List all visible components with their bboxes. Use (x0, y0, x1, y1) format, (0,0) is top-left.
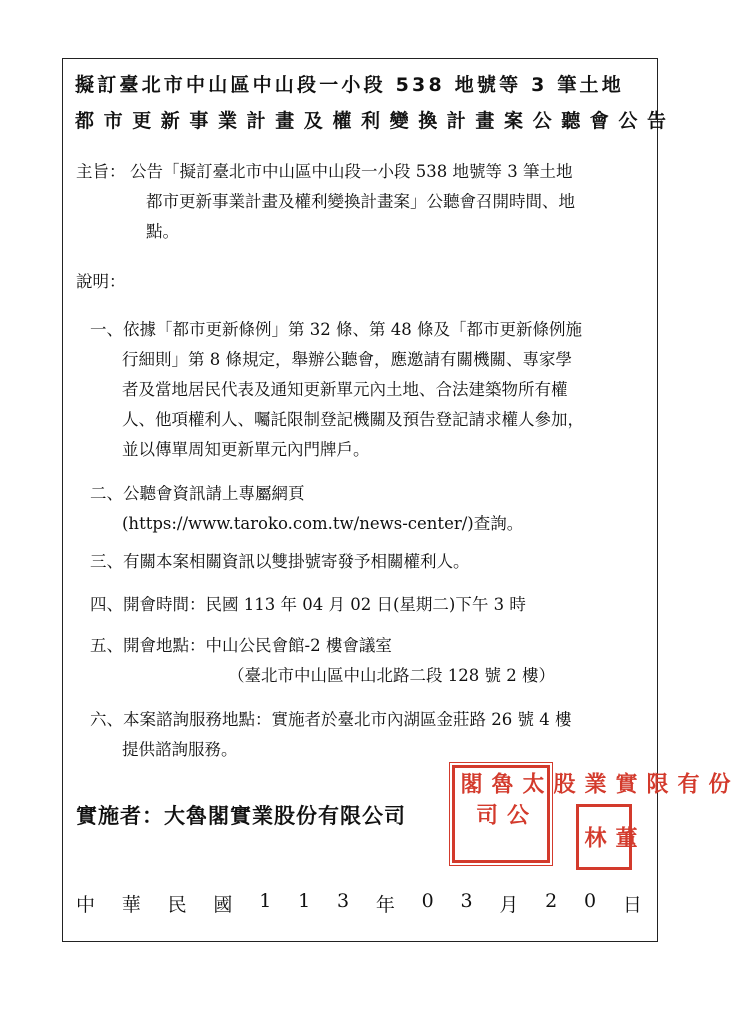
notice-title-line-2: 都市更新事業計畫及權利變換計畫案公聽會公告 (75, 110, 676, 132)
item-6-line: 提供諮詢服務。 (122, 740, 238, 759)
date-char: 2 (545, 890, 558, 912)
item-1-line: 並以傳單周知更新單元內門牌戶。 (122, 440, 370, 459)
subject-line: 都市更新事業計畫及權利變換計畫案」公聽會召開時間、地 (146, 192, 575, 211)
item-1-line: 人、他項權利人、囑託限制登記機關及預告登記請求權人參加， (122, 410, 584, 429)
date-char: 年 (375, 894, 395, 916)
seal-character: 林 (581, 826, 607, 848)
date-char: 華 (121, 894, 141, 916)
item-5-line: （臺北市中山區中山北路二段 128 號 2 樓） (228, 666, 555, 685)
explanation-label: 說明： (76, 272, 126, 291)
item-1-line: 者及當地居民代表及通知更新單元內土地、合法建築物所有權 (122, 380, 568, 399)
item-6-line: 六、本案諮詢服務地點：實施者於臺北市內湖區金莊路 26 號 4 樓 (90, 710, 572, 729)
representative-seal-stamp (576, 804, 638, 870)
subject-line: 公告「擬訂臺北市中山區中山段一小段 538 地號等 3 筆土地 (130, 162, 573, 181)
issue-date (76, 890, 642, 917)
item-3-line: 三、有關本案相關資訊以雙掛號寄發予相關權利人。 (90, 552, 470, 571)
date-char: 民 (167, 894, 187, 916)
item-2-line: 二、公聽會資訊請上專屬網頁 (90, 484, 305, 503)
seal-character: 太魯閣 (457, 772, 545, 795)
item-2-line: (https://www.taroko.com.tw/news-center/)查詢。 (122, 514, 524, 533)
date-char: 日 (622, 894, 642, 916)
seal-character: 公司 (472, 802, 530, 825)
item-1-line: 行細則」第 8 條規定，舉辦公聽會，應邀請有關機關、專家學 (122, 350, 572, 369)
implementer-name: 實施者：大魯閣實業股份有限公司 (76, 804, 406, 828)
date-char: 中 (76, 894, 96, 916)
date-char: 1 (259, 890, 272, 912)
seal-character: 份有限 (643, 772, 731, 795)
date-char: 3 (336, 890, 350, 912)
seal-character: 實業股 (550, 772, 638, 795)
company-seal-stamp (452, 765, 731, 863)
date-char: 3 (460, 890, 473, 912)
item-5-line: 五、開會地點：中山公民會館-2 樓會議室 (90, 636, 392, 655)
date-char: 0 (421, 890, 434, 912)
date-char: 0 (584, 890, 597, 912)
item-4-line: 四、開會時間：民國 113 年 04 月 02 日(星期二)下午 3 時 (90, 595, 526, 614)
date-char: 月 (499, 894, 519, 916)
date-char: 國 (213, 894, 233, 916)
subject-line: 點。 (146, 222, 179, 241)
subject-label: 主旨： (76, 162, 126, 181)
notice-title-line-1: 擬訂臺北市中山區中山段一小段 538 地號等 3 筆土地 (75, 74, 624, 96)
date-char: 1 (298, 890, 311, 912)
seal-character: 董 (612, 826, 638, 848)
item-1-line: 一、依據「都市更新條例」第 32 條、第 48 條及「都市更新條例施 (90, 320, 582, 339)
